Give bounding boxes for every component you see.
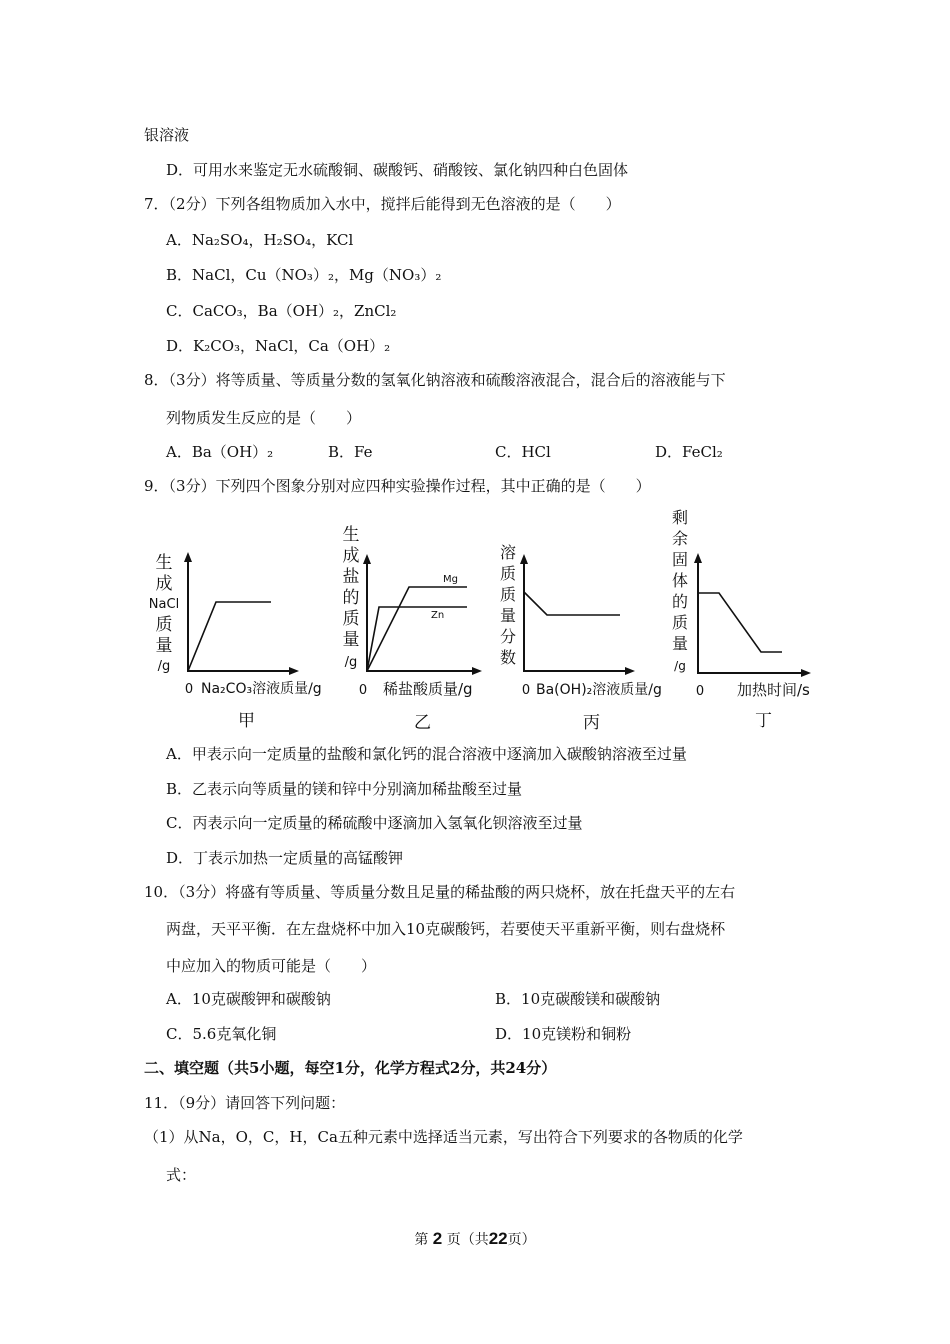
graph-bing-ylabel-3: 质 — [499, 585, 517, 604]
graph-yi-xlabel: 稀盐酸质量/g — [383, 680, 473, 698]
graph-jia-ylabel-2: 成 — [155, 574, 173, 594]
q8-option-a: A．Ba（OH）₂ — [166, 443, 274, 461]
graph-bing-y-arrow — [520, 554, 528, 564]
footer-middle: 页（共 — [446, 1232, 489, 1248]
q10-stem-2: 两盘，天平平衡．在左盘烧杯中加入10克碳酸钙，若要使天平重新平衡，则右盘烧杯 — [166, 920, 726, 938]
graph-yi-ylabel-5: 质 — [342, 609, 360, 629]
graph-jia-caption: 甲 — [238, 711, 255, 731]
q11-stem: 11．（9分）请回答下列问题： — [144, 1094, 346, 1112]
q10-option-d: D．10克镁粉和铜粉 — [495, 1025, 632, 1043]
footer-suffix: 页） — [507, 1232, 536, 1248]
graph-ding-ylabel-5: 的 — [671, 592, 689, 611]
graph-jia-ylabel-3: NaCl — [148, 597, 180, 612]
graph-yi-axes — [367, 560, 476, 671]
graph-yi-caption: 乙 — [414, 713, 431, 733]
q8-option-d: D．FeCl₂ — [655, 443, 723, 461]
graph-jia-curve — [188, 602, 271, 671]
graph-jia-ylabel-1: 生 — [155, 553, 173, 573]
graph-ding-ylabel-8: /g — [674, 659, 686, 673]
graph-bing-x-arrow — [625, 667, 635, 675]
q10-stem-1: 10．（3分）将盛有等质量、等质量分数且足量的稀盐酸的两只烧杯，放在托盘天平的左右 — [144, 883, 736, 901]
graph-ding-x-arrow — [801, 669, 811, 677]
graph-ding-origin: 0 — [695, 684, 705, 699]
q11-part1-line1: （1）从Na，O，C，H，Ca五种元素中选择适当元素，写出符合下列要求的各物质的化学 — [144, 1128, 743, 1146]
graph-bing-xlabel: Ba(OH)₂溶液质量/g — [536, 682, 662, 698]
q9-option-a: A．甲表示向一定质量的盐酸和氯化钙的混合溶液中逐滴加入碳酸钠溶液至过量 — [166, 745, 687, 763]
graph-jia-xlabel: Na₂CO₃溶液质量/g — [201, 681, 322, 697]
graph-yi-curve-mg — [367, 587, 467, 671]
q8-stem-2: 列物质发生反应的是（ ） — [166, 409, 362, 427]
graph-ding-ylabel-2: 余 — [671, 529, 689, 548]
graph-bing-curve — [524, 592, 620, 615]
q6-option-d: D．可用水来鉴定无水硫酸铜、碳酸钙、硝酸铵、氯化钠四种白色固体 — [166, 161, 629, 179]
graph-ding-ylabel-3: 固 — [671, 550, 689, 569]
q7-option-b: B．NaCl，Cu（NO₃）₂，Mg（NO₃）₂ — [166, 266, 442, 284]
graph-bing-ylabel-2: 质 — [499, 564, 517, 583]
graph-jia-ylabel-6: /g — [157, 659, 171, 674]
graph-bing-ylabel-4: 量 — [499, 606, 517, 625]
graph-bing-ylabel-1: 溶 — [499, 543, 517, 562]
graph-ding-axes — [698, 559, 805, 673]
graph-yi-ylabel-7: /g — [344, 655, 358, 670]
graph-ding-ylabel-6: 质 — [671, 613, 689, 632]
graph-bing-caption: 丙 — [583, 713, 600, 733]
q9-option-b: B．乙表示向等质量的镁和锌中分别滴加稀盐酸至过量 — [166, 780, 523, 798]
graph-ding-caption: 丁 — [755, 711, 772, 731]
section-2-heading: 二、填空题（共5小题，每空1分，化学方程式2分，共24分） — [144, 1059, 557, 1077]
graph-ding-y-arrow — [694, 553, 702, 563]
graph-yi-ylabel-1: 生 — [342, 525, 360, 545]
graph-jia-axes — [188, 558, 293, 671]
q8-stem-1: 8．（3分）将等质量、等质量分数的氢氧化钠溶液和硫酸溶液混合，混合后的溶液能与下 — [144, 371, 726, 389]
q10-stem-3: 中应加入的物质可能是（ ） — [166, 957, 377, 975]
footer-page-number: 2 — [432, 1229, 443, 1248]
graph-ding-ylabel-7: 量 — [671, 634, 689, 653]
graph-bing-origin: 0 — [521, 683, 531, 698]
graph-yi-x-arrow — [472, 667, 482, 675]
graph-yi-label-zn: Zn — [431, 610, 445, 621]
graph-bing-ylabel-5: 分 — [499, 627, 517, 646]
graph-yi-label-mg: Mg — [443, 574, 458, 585]
graph-jia — [140, 540, 350, 700]
graph-jia-x-arrow — [289, 667, 299, 675]
q7-option-c: C．CaCO₃，Ba（OH）₂，ZnCl₂ — [166, 302, 397, 320]
q9-option-d: D．丁表示加热一定质量的高锰酸钾 — [166, 849, 404, 867]
graph-yi — [335, 520, 490, 700]
q7-option-a: A．Na₂SO₄，H₂SO₄，KCl — [166, 231, 354, 249]
q10-option-b: B．10克碳酸镁和碳酸钠 — [495, 990, 661, 1008]
graph-ding — [665, 505, 835, 705]
graph-jia-origin: 0 — [184, 682, 194, 697]
graph-yi-origin: 0 — [358, 683, 368, 698]
q10-option-c: C．5.6克氧化铜 — [166, 1025, 277, 1043]
graph-yi-ylabel-6: 量 — [342, 630, 360, 650]
continued-text: 银溶液 — [144, 126, 190, 144]
graph-ding-curve — [698, 593, 782, 652]
graph-yi-y-arrow — [363, 554, 371, 564]
graph-ding-ylabel-4: 体 — [671, 571, 689, 590]
page-footer — [0, 1229, 950, 1249]
graph-bing-ylabel-6: 数 — [499, 648, 517, 667]
graph-yi-curve-zn — [367, 607, 467, 671]
q9-option-c: C．丙表示向一定质量的稀硫酸中逐滴加入氢氧化钡溶液至过量 — [166, 814, 583, 832]
graph-jia-ylabel-5: 量 — [155, 636, 173, 656]
footer-total-pages: 22 — [488, 1229, 508, 1248]
q8-option-b: B．Fe — [328, 443, 373, 461]
graph-bing — [495, 540, 680, 702]
graph-yi-ylabel-4: 的 — [342, 588, 360, 608]
q11-part1-line2: 式： — [166, 1166, 197, 1184]
graph-yi-ylabel-2: 成 — [342, 546, 360, 566]
q10-option-a: A．10克碳酸钾和碳酸钠 — [166, 990, 331, 1008]
footer-prefix: 第 — [414, 1232, 429, 1248]
graph-yi-ylabel-3: 盐 — [342, 567, 360, 587]
graph-jia-ylabel-4: 质 — [155, 615, 173, 635]
q8-option-c: C．HCl — [495, 443, 551, 461]
q7-stem: 7．（2分）下列各组物质加入水中，搅拌后能得到无色溶液的是（ ） — [144, 195, 621, 213]
q9-stem: 9．（3分）下列四个图象分别对应四种实验操作过程，其中正确的是（ ） — [144, 477, 651, 495]
graph-jia-y-arrow — [184, 552, 192, 562]
q7-option-d: D．K₂CO₃，NaCl，Ca（OH）₂ — [166, 337, 391, 355]
graph-ding-xlabel: 加热时间/s — [737, 681, 810, 699]
graph-ding-ylabel-1: 剩 — [671, 508, 689, 527]
